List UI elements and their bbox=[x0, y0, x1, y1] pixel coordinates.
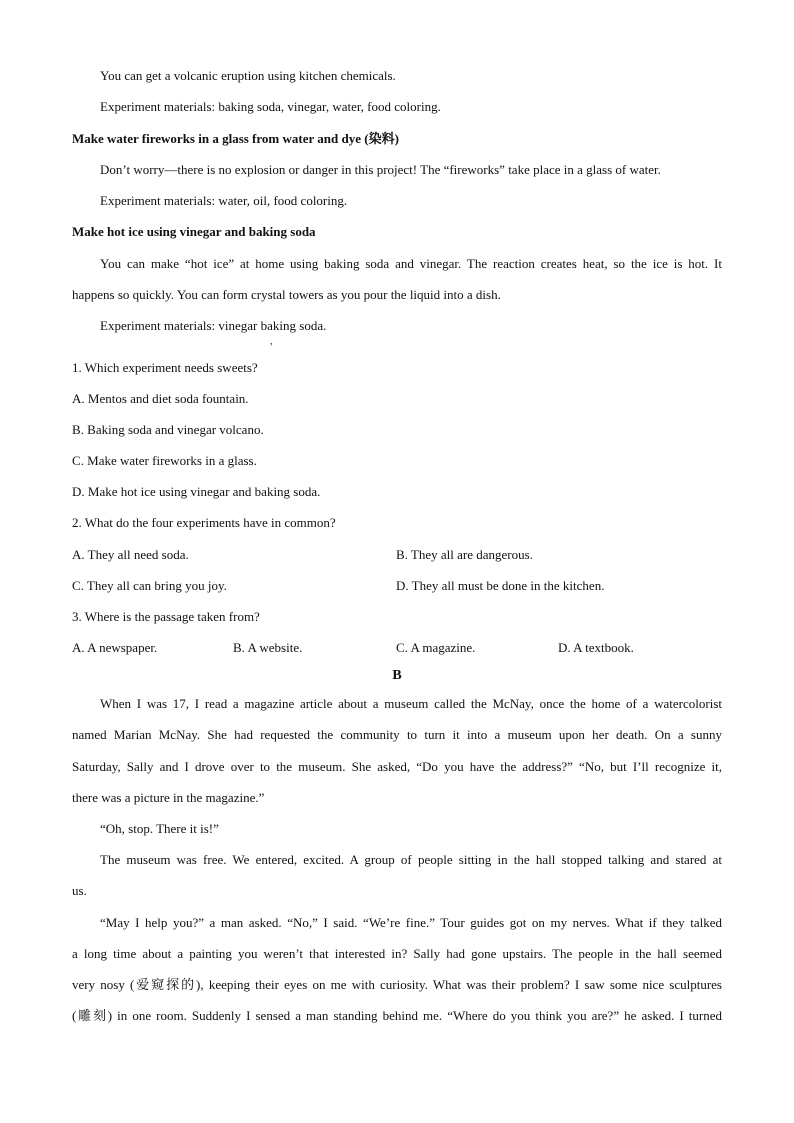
question-1-option-c: C. Make water fireworks in a glass. bbox=[72, 453, 257, 468]
passage-b-line-2: named Marian McNay. She had requested the community to turn it into a museum upon her death. On a sunny bbox=[72, 727, 722, 742]
passage-b-line-11: (雕刻) in one room. Suddenly I sensed a man standing behind me. “Where do you think you are?” he asked. I turned bbox=[72, 1008, 722, 1023]
section-b-title: B bbox=[392, 668, 402, 683]
passage-b-line-8: “May I help you?” a man asked. “No,” I said. “We’re fine.” Tour guides got on my nerves. What if they talked bbox=[100, 915, 722, 930]
question-3-option-a: A. A newspaper. bbox=[72, 640, 158, 655]
question-2-option-a: A. They all need soda. bbox=[72, 547, 189, 562]
question-2: 2. What do the four experiments have in common? bbox=[72, 515, 336, 530]
heading-water-fireworks: Make water fireworks in a glass from water and dye (染料) bbox=[72, 131, 399, 146]
question-2-option-d: D. They all must be done in the kitchen. bbox=[396, 578, 605, 593]
question-1-option-b: B. Baking soda and vinegar volcano. bbox=[72, 422, 264, 437]
paragraph-volcano-materials: Experiment materials: baking soda, vinegar, water, food coloring. bbox=[100, 99, 441, 114]
paragraph-hot-ice-line2: happens so quickly. You can form crystal towers as you pour the liquid into a dish. bbox=[72, 287, 501, 302]
passage-b-line-3: Saturday, Sally and I drove over to the museum. She asked, “Do you have the address?” “No, but I’ll recognize it, bbox=[72, 759, 722, 774]
question-1-option-a: A. Mentos and diet soda fountain. bbox=[72, 391, 249, 406]
paragraph-hot-ice-line1: You can make “hot ice” at home using baking soda and vinegar. The reaction creates heat, so the ice is hot. It bbox=[100, 256, 722, 271]
passage-b-line-5: “Oh, stop. There it is!” bbox=[100, 821, 219, 836]
passage-b-line-10: very nosy (爱窥探的), keeping their eyes on me with curiosity. What was their problem? I saw some nice sculptures bbox=[72, 977, 722, 992]
heading-hot-ice: Make hot ice using vinegar and baking soda bbox=[72, 224, 316, 239]
question-2-option-c: C. They all can bring you joy. bbox=[72, 578, 227, 593]
passage-b-line-4: there was a picture in the magazine.” bbox=[72, 790, 265, 805]
question-3-option-c: C. A magazine. bbox=[396, 640, 476, 655]
passage-b-line-1: When I was 17, I read a magazine article about a museum called the McNay, once the home of a watercolorist bbox=[100, 696, 722, 711]
passage-b-line-6: The museum was free. We entered, excited. A group of people sitting in the hall stopped talking and stared at bbox=[100, 852, 722, 867]
question-3-option-d: D. A textbook. bbox=[558, 640, 634, 655]
paragraph-fireworks-materials: Experiment materials: water, oil, food coloring. bbox=[100, 193, 348, 208]
question-1-option-d: D. Make hot ice using vinegar and baking soda. bbox=[72, 484, 321, 499]
question-3-option-b: B. A website. bbox=[233, 640, 303, 655]
comma-mark: , bbox=[270, 336, 273, 347]
question-1: 1. Which experiment needs sweets? bbox=[72, 360, 258, 375]
question-3: 3. Where is the passage taken from? bbox=[72, 609, 260, 624]
question-2-option-b: B. They all are dangerous. bbox=[396, 547, 533, 562]
passage-b-line-7: us. bbox=[72, 883, 87, 898]
paragraph-fireworks-intro: Don’t worry—there is no explosion or danger in this project! The “fireworks” take place in a glass of water. bbox=[100, 162, 661, 177]
paragraph-volcano-intro: You can get a volcanic eruption using kitchen chemicals. bbox=[100, 68, 396, 83]
passage-b-line-9: a long time about a painting you weren’t that interested in? Sally had gone upstairs. The people in the hall seemed bbox=[72, 946, 722, 961]
paragraph-hot-ice-materials: Experiment materials: vinegar baking soda. bbox=[100, 318, 327, 333]
